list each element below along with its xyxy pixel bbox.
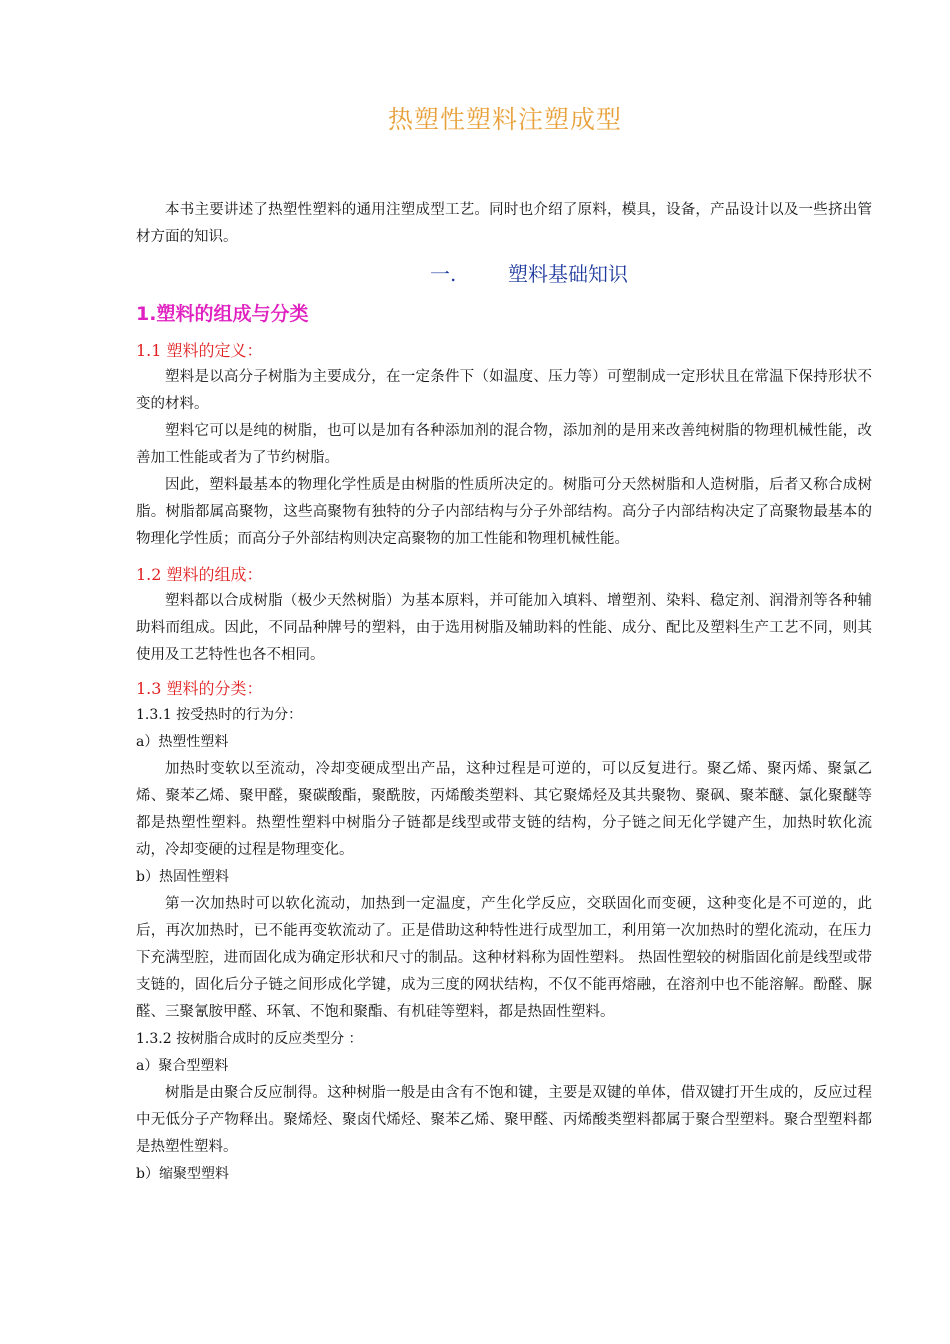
section-1-2-block — [136, 562, 872, 669]
intro-paragraph: 本书主要讲述了热塑性塑料的通用注塑成型工艺。同时也介绍了原料，模具，设备，产品设计以及一些挤出管材方面的知识。 — [136, 202, 872, 245]
section-heading-1-3: 1.3 塑料的分类： — [136, 679, 263, 698]
section-heading-1-1: 1.1 塑料的定义： — [136, 341, 263, 360]
section-heading-1: 1.塑料的组成与分类 — [136, 303, 309, 325]
paragraph: 加热时变软以至流动，冷却变硬成型出产品，这种过程是可逆的，可以反复进行。聚乙烯、聚丙烯、聚氯乙烯、聚苯乙烯、聚甲醛，聚碳酸酯，聚酰胺，丙烯酸类塑料、其它聚烯烃及其共聚物、聚砜、聚苯醚、氯化聚醚等都是热塑性塑料。热塑性塑料中树脂分子链都是线型或带支链的结构，分子链之间无化学键产生，加热时软化流动，冷却变硬的过程是物理变化。 — [136, 761, 872, 858]
subsection-1-3-1: 1.3.1 按受热时的行为分： — [136, 707, 303, 723]
list-item-a2: a）聚合型塑料 — [136, 1058, 229, 1074]
list-item-b: b）热固性塑料 — [136, 869, 229, 885]
paragraph: 树脂是由聚合反应制得。这种树脂一般是由含有不饱和键，主要是双键的单体，借双键打开生成的，反应过程中无低分子产物释出。聚烯烃、聚卤代烯烃、聚苯乙烯、聚甲醛、丙烯酸类塑料都属于聚合型塑料。聚合型塑料都是热塑性塑料。 — [136, 1085, 872, 1155]
document-title: 热塑性塑料注塑成型 — [387, 105, 622, 134]
section-1-3-block — [136, 676, 872, 1188]
list-item-b2: b）缩聚型塑料 — [136, 1166, 229, 1182]
list-item-a: a）热塑性塑料 — [136, 734, 229, 750]
paragraph: 塑料是以高分子树脂为主要成分，在一定条件下（如温度、压力等）可塑制成一定形状且在常温下保持形状不变的材料。 — [136, 369, 872, 412]
paragraph: 塑料它可以是纯的树脂，也可以是加有各种添加剂的混合物，添加剂的是用来改善纯树脂的物理机械性能，改善加工性能或者为了节约树脂。 — [136, 423, 872, 466]
chapter-number: 一. — [430, 262, 457, 286]
paragraph: 塑料都以合成树脂（极少天然树脂）为基本原料，并可能加入填料、增塑剂、染料、稳定剂、润滑剂等各种辅助料而组成。因此，不同品种牌号的塑料，由于选用树脂及辅助料的性能、成分、配比及塑料生产工艺不同，则其使用及工艺特性也各不相同。 — [136, 593, 872, 663]
chapter-heading — [430, 258, 628, 287]
section-heading-1-2: 1.2 塑料的组成： — [136, 565, 263, 584]
paragraph: 因此，塑料最基本的物理化学性质是由树脂的性质所决定的。树脂可分天然树脂和人造树脂，后者又称合成树脂。树脂都属高聚物，这些高聚物有独特的分子内部结构与分子外部结构。高分子内部结构决定了高聚物最基本的物理化学性质；而高分子外部结构则决定高聚物的加工性能和物理机械性能。 — [136, 477, 872, 547]
chapter-title: 塑料基础知识 — [508, 262, 628, 286]
paragraph: 第一次加热时可以软化流动，加热到一定温度，产生化学反应，交联固化而变硬，这种变化是不可逆的，此后，再次加热时，已不能再变软流动了。正是借助这种特性进行成型加工，利用第一次加热时的塑化流动，在压力下充满型腔，进而固化成为确定形状和尺寸的制品。这种材料称为固性塑料。 热固性塑较的树脂固化前是线型或带支链的，固化后分子链之间形成化学键，成为三度的网状结构，不仅不能再熔融，在溶剂中也不能溶解。酚醛、脲醛、三聚氰胺甲醛、环氧、不饱和聚酯、有机硅等塑料，都是热固性塑料。 — [136, 896, 872, 1020]
section-1-block — [136, 300, 872, 328]
section-1-1-block — [136, 338, 872, 553]
intro-block — [136, 197, 872, 251]
subsection-1-3-2: 1.3.2 按树脂合成时的反应类型分 ： — [136, 1031, 363, 1047]
